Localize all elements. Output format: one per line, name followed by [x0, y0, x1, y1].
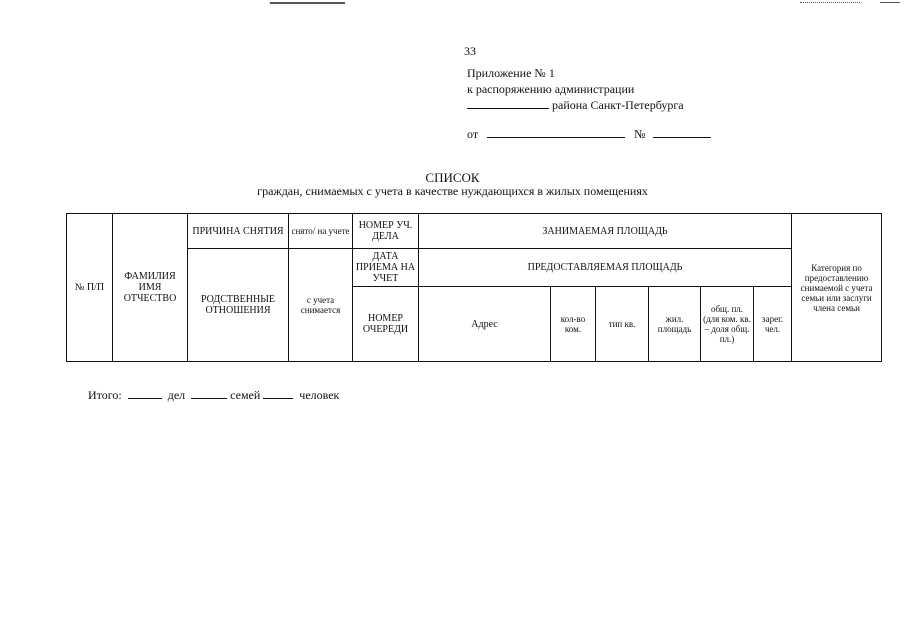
appendix-line-1: Приложение № 1: [467, 66, 555, 80]
header-rooms: кол-во ком.: [551, 287, 596, 362]
scan-artifact-edge: [880, 2, 900, 3]
header-removed-from: с учета снимается: [289, 249, 353, 362]
citizens-table: [66, 213, 882, 362]
header-occupied-area: ЗАНИМАЕМАЯ ПЛОЩАДЬ: [419, 214, 792, 249]
date-blank: [487, 126, 625, 138]
total-line: [88, 387, 339, 403]
header-registered-people: зарег. чел.: [754, 287, 792, 362]
header-full-name: ФАМИЛИЯ ИМЯ ОТЧЕСТВО: [113, 214, 188, 362]
header-registration-date: ДАТА ПРИЕМА НА УЧЕТ: [353, 249, 419, 287]
date-prefix: от: [467, 127, 479, 141]
page-number: 33: [464, 44, 476, 58]
scan-artifact-right: [800, 2, 860, 3]
header-reason: ПРИЧИНА СНЯТИЯ: [188, 214, 289, 249]
header-num: № П/П: [67, 214, 113, 362]
appendix-block: [467, 65, 684, 113]
number-prefix: №: [634, 127, 646, 141]
cases-blank: [128, 387, 162, 399]
cases-label: дел: [167, 388, 186, 402]
appendix-line-3: [467, 97, 684, 113]
people-blank: [263, 387, 293, 399]
scan-artifact-left: [270, 2, 345, 4]
header-relation: РОДСТВЕННЫЕ ОТНОШЕНИЯ: [188, 249, 289, 362]
district-suffix: района Санкт-Петербурга: [552, 98, 684, 112]
header-address: Адрес: [419, 287, 551, 362]
people-label: человек: [299, 388, 340, 402]
families-label: семей: [230, 388, 261, 402]
document-title: СПИСОК: [425, 170, 480, 185]
header-apartment-type: тип кв.: [596, 287, 649, 362]
district-blank: [467, 97, 549, 109]
header-living-area: жил. площадь: [649, 287, 701, 362]
date-number-line: [467, 126, 711, 142]
families-blank: [191, 387, 227, 399]
header-provided-area: ПРЕДОСТАВЛЯЕМАЯ ПЛОЩАДЬ: [419, 249, 792, 287]
header-total-area: общ. пл. (для ком. кв. – доля общ. пл.): [701, 287, 754, 362]
appendix-line-2: к распоряжению администрации: [467, 82, 635, 96]
number-blank: [653, 126, 711, 138]
header-removed-status: снято/ на учете: [289, 214, 353, 249]
header-category: Категория по предоставлению снимаемой с учета семьи или заслуги члена семьи: [792, 214, 882, 362]
header-case-number: НОМЕР УЧ. ДЕЛА: [353, 214, 419, 249]
total-label: Итого:: [88, 388, 122, 402]
document-subtitle: граждан, снимаемых с учета в качестве нуждающихся в жилых помещениях: [257, 184, 648, 198]
header-queue-number: НОМЕР ОЧЕРЕДИ: [353, 287, 419, 362]
